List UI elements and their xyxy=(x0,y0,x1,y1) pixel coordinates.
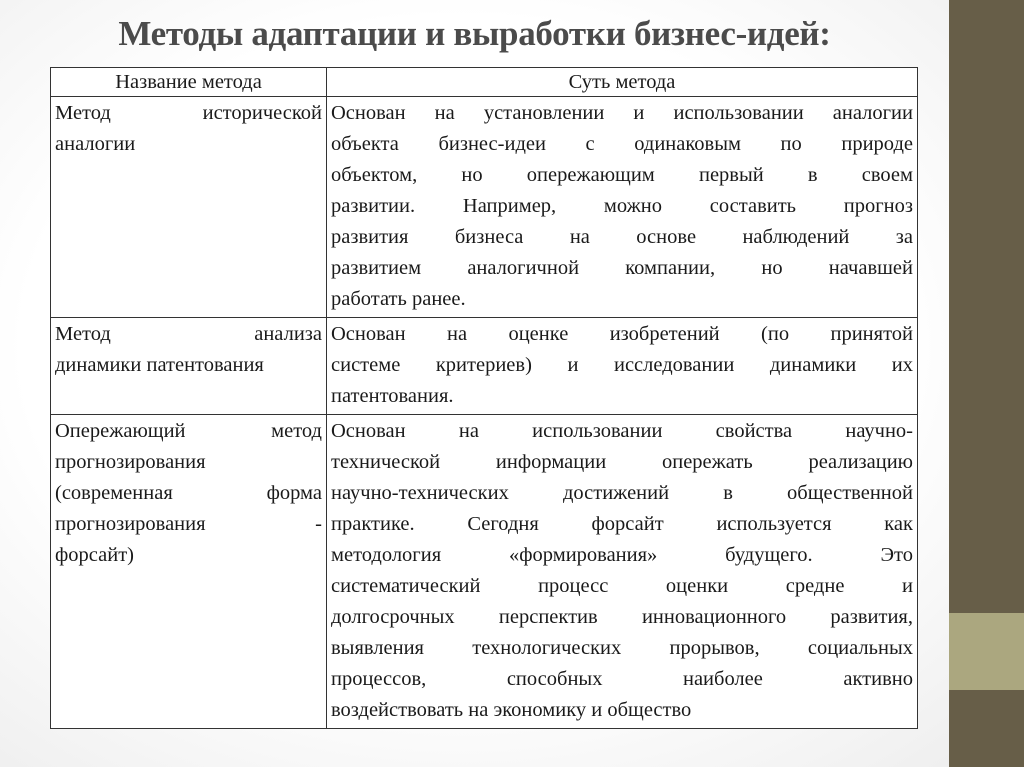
cell-text-line: научно-технических достижений в общественной xyxy=(331,482,913,504)
method-essence-cell xyxy=(327,415,918,729)
method-name-cell xyxy=(51,415,327,729)
table-row xyxy=(51,97,918,318)
header-method-essence: Суть метода xyxy=(327,68,918,97)
table-header-row xyxy=(51,68,918,97)
cell-text-line: форсайт) xyxy=(55,544,134,566)
cell-text-line: патентования. xyxy=(331,385,454,407)
cell-text-line: прогнозирования xyxy=(55,451,206,473)
cell-text-line: объектом, но опережающим первый в своем xyxy=(331,164,913,186)
cell-text-line: работать ранее. xyxy=(331,288,466,310)
method-name-cell xyxy=(51,97,327,318)
cell-text-line: объекта бизнес-идеи с одинаковым по природе xyxy=(331,133,913,155)
cell-text-line: (современная форма xyxy=(55,482,322,504)
cell-text-line: Основан на использовании свойства научно- xyxy=(331,420,913,442)
cell-text-line: развития бизнеса на основе наблюдений за xyxy=(331,226,913,248)
cell-text-line: развитии. Например, можно составить прогноз xyxy=(331,195,913,217)
method-name-cell xyxy=(51,318,327,415)
cell-text-line: долгосрочных перспектив инновационного развития, xyxy=(331,606,913,628)
cell-text-line: процессов, способных наиболее активно xyxy=(331,668,913,690)
cell-text-line: воздействовать на экономику и общество xyxy=(331,699,692,721)
methods-table xyxy=(50,67,918,729)
method-essence-cell xyxy=(327,318,918,415)
cell-text-line: выявления технологических прорывов, социальных xyxy=(331,637,913,659)
cell-text-line: Метод исторической xyxy=(55,102,322,124)
cell-text-line: Метод анализа xyxy=(55,323,322,345)
cell-text-line: практике. Сегодня форсайт используется как xyxy=(331,513,913,535)
cell-text-line: систематический процесс оценки средне и xyxy=(331,575,913,597)
cell-text-line: аналогии xyxy=(55,133,136,155)
side-decor-band xyxy=(949,613,1024,690)
cell-text-line: методология «формирования» будущего. Это xyxy=(331,544,913,566)
table-row xyxy=(51,318,918,415)
cell-text-line: Основан на оценке изобретений (по принятой xyxy=(331,323,913,345)
cell-text-line: прогнозирования - xyxy=(55,513,322,535)
cell-text-line: Основан на установлении и использовании аналогии xyxy=(331,102,913,124)
table-row xyxy=(51,415,918,729)
slide-title: Методы адаптации и выработки бизнес-идей: xyxy=(118,14,831,53)
cell-text-line: развитием аналогичной компании, но начавшей xyxy=(331,257,913,279)
method-essence-cell xyxy=(327,97,918,318)
header-method-name: Название метода xyxy=(51,68,327,97)
cell-text-line: системе критериев) и исследовании динамики их xyxy=(331,354,913,376)
cell-text-line: динамики патентования xyxy=(55,354,264,376)
cell-text-line: технической информации опережать реализацию xyxy=(331,451,913,473)
cell-text-line: Опережающий метод xyxy=(55,420,322,442)
